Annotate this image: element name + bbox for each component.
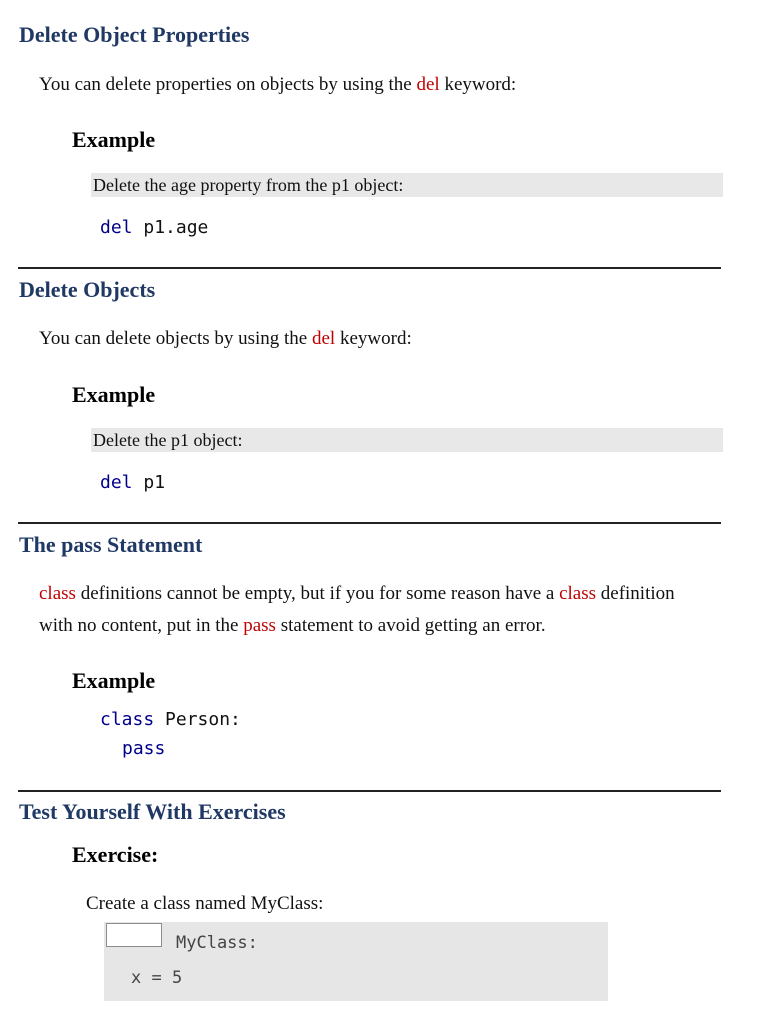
- section-heading-delete-properties: Delete Object Properties: [19, 22, 250, 47]
- keyword-pass: pass: [243, 615, 276, 636]
- code-text: Person:: [154, 709, 241, 730]
- text: definition: [596, 583, 675, 604]
- example-label: Example: [72, 127, 156, 152]
- exercise-code-line-1: MyClass:: [176, 933, 258, 953]
- text: You can delete properties on objects by using the: [39, 74, 417, 95]
- keyword-class: class: [559, 583, 597, 604]
- section-divider: [18, 522, 721, 524]
- section-heading-exercises: Test Yourself With Exercises: [19, 799, 286, 824]
- section-heading-pass-statement: The pass Statement: [19, 532, 203, 557]
- code-keyword: del: [100, 472, 133, 493]
- pass-paragraph-line-1: [39, 583, 675, 605]
- section-divider: [18, 267, 721, 269]
- text: keyword:: [439, 74, 517, 95]
- delete-properties-paragraph: [39, 74, 516, 96]
- keyword-class: class: [39, 583, 76, 604]
- text: with no content, put in the: [39, 615, 244, 636]
- code-keyword: class: [100, 709, 155, 730]
- example-label: Example: [72, 382, 156, 407]
- code-text: p1.age: [132, 217, 209, 238]
- code-block: [100, 217, 208, 238]
- code-block: [100, 472, 165, 493]
- pass-paragraph-line-2: [39, 615, 546, 637]
- code-line-1: [100, 709, 241, 730]
- delete-objects-paragraph: [39, 328, 412, 350]
- code-keyword: pass: [122, 738, 166, 759]
- text: You can delete objects by using the: [39, 328, 312, 349]
- example-description: Delete the age property from the p1 object:: [91, 173, 723, 197]
- keyword-del: del: [416, 74, 440, 95]
- text: definitions cannot be empty, but if you for some reason have a: [75, 583, 560, 604]
- text: keyword:: [335, 328, 412, 349]
- keyword-del: del: [312, 328, 336, 349]
- exercise-instruction: Create a class named MyClass:: [86, 893, 324, 914]
- example-description: Delete the p1 object:: [91, 428, 723, 452]
- section-divider: [18, 790, 721, 792]
- code-text: p1: [132, 472, 166, 493]
- exercise-answer-input[interactable]: [106, 923, 162, 947]
- text: statement to avoid getting an error.: [275, 615, 546, 636]
- section-heading-delete-objects: Delete Objects: [19, 277, 156, 302]
- code-keyword: del: [100, 217, 133, 238]
- code-line-2: [122, 738, 165, 759]
- exercise-label: Exercise:: [72, 842, 159, 867]
- example-label: Example: [72, 668, 156, 693]
- exercise-code-line-2: x = 5: [131, 968, 183, 988]
